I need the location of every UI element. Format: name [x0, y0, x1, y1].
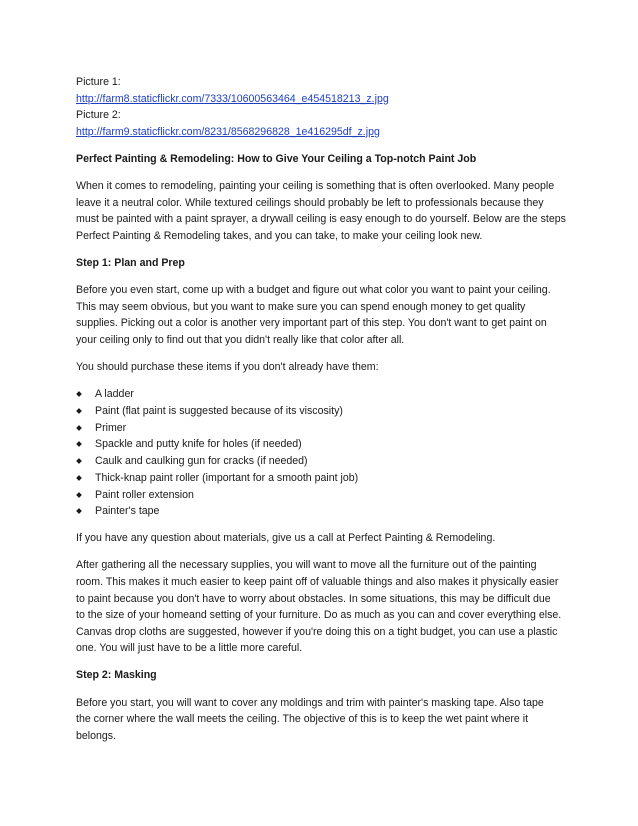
- list-item-label: Painter's tape: [95, 505, 160, 518]
- step2-line: belongs.: [76, 729, 117, 742]
- list-item: [76, 386, 570, 403]
- furniture-line: to the size of your homeand setting of your furniture. Do as much as you can and cover everything else.: [76, 609, 562, 622]
- list-item: [76, 403, 570, 420]
- diamond-bullet-icon: [76, 509, 82, 515]
- picture2-label: Picture 2:: [76, 109, 121, 122]
- step2-line: the corner where the wall meets the ceiling. The objective of this is to keep the wet paint where it: [76, 713, 529, 726]
- list-item-label: Paint roller extension: [95, 488, 194, 501]
- list-item: [76, 420, 570, 437]
- step1-line: Before you even start, come up with a budget and figure out what color you want to paint your ceiling.: [76, 283, 551, 296]
- intro-line: leave it a neutral color. While textured ceilings should probably be left to professionals because they: [76, 196, 544, 209]
- supplies-intro: You should purchase these items if you don't already have them:: [76, 360, 379, 373]
- materials-question: If you have any question about materials, give us a call at Perfect Painting & Remodeling.: [76, 532, 496, 545]
- supplies-list: [76, 386, 570, 520]
- list-item-label: Spackle and putty knife for holes (if needed): [95, 438, 302, 451]
- diamond-bullet-icon: [76, 475, 82, 481]
- step1-line: your ceiling only to find out that you didn't really like that color after all.: [76, 333, 405, 346]
- list-item: [76, 453, 570, 470]
- step2-paragraph: [76, 695, 570, 745]
- diamond-bullet-icon: [76, 458, 82, 464]
- furniture-line: room. This makes it much easier to keep paint off of valuable things and also makes it physically easier: [76, 575, 559, 588]
- furniture-paragraph: [76, 557, 570, 657]
- step1-paragraph: [76, 282, 570, 348]
- intro-line: Perfect Painting & Remodeling takes, and you can take, to make your ceiling look new.: [76, 229, 483, 242]
- step1-heading: Step 1: Plan and Prep: [76, 256, 185, 269]
- list-item-label: Paint (flat paint is suggested because of its viscosity): [95, 404, 343, 417]
- intro-line: When it comes to remodeling, painting your ceiling is something that is often overlooked. Many people: [76, 179, 555, 192]
- list-item: [76, 503, 570, 520]
- list-item-label: A ladder: [95, 387, 134, 400]
- picture2-link[interactable]: http://farm9.staticflickr.com/8231/8568296828_1e416295df_z.jpg: [76, 125, 380, 138]
- furniture-line: to paint because you don't have to worry about obstacles. In some situations, this may be difficult due: [76, 592, 551, 605]
- document-page: [76, 74, 570, 755]
- list-item-label: Primer: [95, 421, 127, 434]
- list-item: [76, 487, 570, 504]
- list-item-label: Caulk and caulking gun for cracks (if needed): [95, 455, 308, 468]
- diamond-bullet-icon: [76, 441, 82, 447]
- diamond-bullet-icon: [76, 492, 82, 498]
- diamond-bullet-icon: [76, 391, 82, 397]
- list-item: [76, 436, 570, 453]
- furniture-line: Canvas drop cloths are suggested, however if you're doing this on a tight budget, you can use a plastic: [76, 625, 558, 638]
- furniture-line: After gathering all the necessary supplies, you will want to move all the furniture out of the painting: [76, 559, 537, 572]
- furniture-line: one. You will just have to be a little more careful.: [76, 642, 303, 655]
- diamond-bullet-icon: [76, 425, 82, 431]
- step1-line: supplies. Picking out a color is another very important part of this step. You don't want to get paint on: [76, 317, 547, 330]
- picture-links: [76, 74, 570, 140]
- list-item-label: Thick-knap paint roller (important for a smooth paint job): [95, 471, 359, 484]
- diamond-bullet-icon: [76, 408, 82, 414]
- picture1-link[interactable]: http://farm8.staticflickr.com/7333/10600563464_e454518213_z.jpg: [76, 92, 389, 105]
- step2-heading: Step 2: Masking: [76, 669, 157, 682]
- step1-line: This may seem obvious, but you want to make sure you can spend enough money to get quality: [76, 300, 526, 313]
- picture1-label: Picture 1:: [76, 76, 121, 88]
- document-title: Perfect Painting & Remodeling: How to Give Your Ceiling a Top-notch Paint Job: [76, 152, 477, 165]
- intro-paragraph: [76, 178, 570, 244]
- step2-line: Before you start, you will want to cover any moldings and trim with painter's masking tape. Also tape: [76, 696, 544, 709]
- list-item: [76, 470, 570, 487]
- intro-line: must be painted with a paint sprayer, a drywall ceiling is easy enough to do yourself. Below are the steps: [76, 213, 566, 226]
